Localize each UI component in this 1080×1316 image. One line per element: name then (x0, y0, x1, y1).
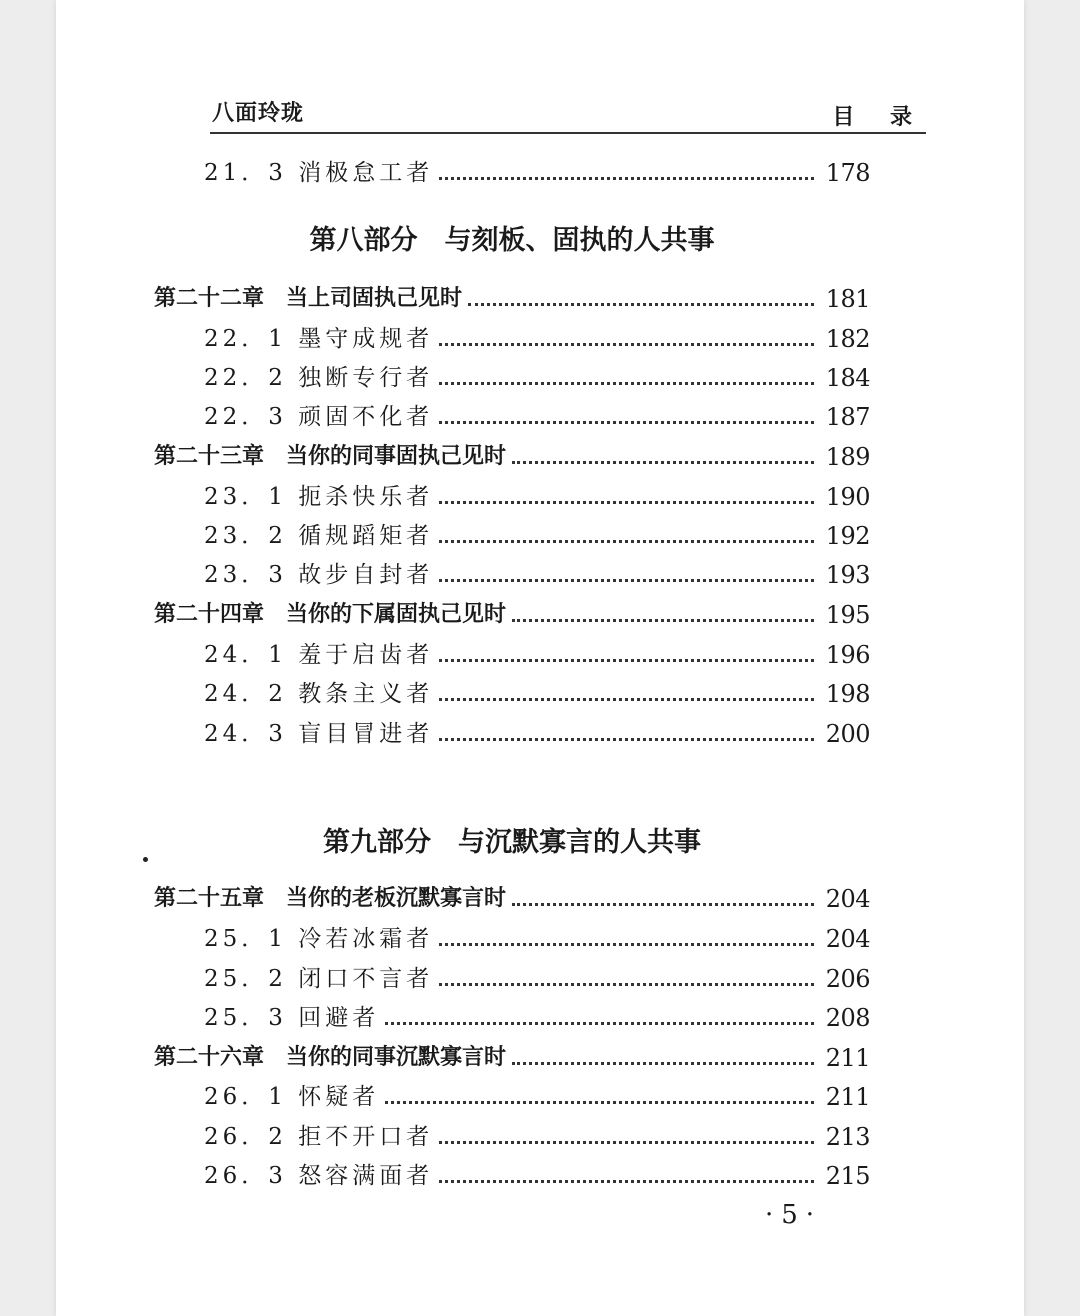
toc-entry-label: 23．3 故步自封者 (204, 562, 434, 588)
toc-entry-label: 22．1 墨守成规者 (204, 326, 434, 352)
section-label: 目 录 (832, 105, 926, 130)
leader-dots (512, 617, 814, 622)
toc-entry-label: 第二十四章 当你的下属固执己见时 (154, 602, 507, 627)
toc-entry-page: 211 (825, 1083, 870, 1111)
toc-entry-label: 第二十五章 当你的老板沉默寡言时 (154, 886, 507, 911)
toc-entry-page: 195 (825, 601, 870, 629)
toc-entry-page: 181 (825, 285, 870, 313)
toc-entry-label: 26．2 拒不开口者 (204, 1124, 434, 1150)
toc-section-23-1[interactable] (154, 480, 870, 514)
leader-dots (439, 1178, 813, 1183)
toc-section-24-3[interactable] (154, 717, 870, 751)
toc-entry-page: 198 (825, 680, 870, 708)
toc-chapter-25[interactable] (154, 882, 870, 916)
toc-section-21-3[interactable] (154, 156, 870, 190)
toc-entry-page: 192 (825, 522, 870, 550)
toc-entry-page: 208 (825, 1004, 870, 1032)
toc-entry-label: 25．2 闭口不言者 (204, 966, 434, 992)
toc-entry-label: 25．3 回避者 (204, 1005, 380, 1031)
book-title: 八面玲珑 (212, 101, 305, 126)
leader-dots (439, 419, 813, 424)
toc-entry-page: 193 (825, 561, 870, 589)
leader-dots (512, 459, 814, 464)
toc-section-24-2[interactable] (154, 677, 870, 711)
toc-entry-page: 189 (825, 443, 870, 471)
toc-entry-label: 25．1 冷若冰霜者 (204, 926, 434, 952)
toc-entry-label: 23．1 扼杀快乐者 (204, 484, 434, 510)
toc-section-25-3[interactable] (154, 1001, 870, 1035)
toc-entry-page: 187 (825, 403, 870, 431)
leader-dots (468, 301, 814, 306)
toc-entry-page: 184 (825, 364, 870, 392)
toc-entry-page: 200 (825, 720, 870, 748)
toc-section-24-1[interactable] (154, 638, 870, 672)
toc-section-22-3[interactable] (154, 400, 870, 434)
toc-section-26-2[interactable] (154, 1120, 870, 1154)
leader-dots (512, 901, 814, 906)
toc-chapter-26[interactable] (154, 1041, 870, 1075)
print-speck (143, 857, 148, 862)
leader-dots (385, 1099, 813, 1104)
running-header (210, 92, 926, 134)
toc-section-23-3[interactable] (154, 558, 870, 592)
toc-entry-page: 182 (825, 325, 870, 353)
toc-entry-page: 211 (825, 1044, 870, 1072)
toc-chapter-22[interactable] (154, 282, 870, 316)
part-9-heading: 第九部分 与沉默寡言的人共事 (323, 827, 701, 858)
toc-section-25-2[interactable] (154, 962, 870, 996)
leader-dots (439, 736, 813, 741)
toc-entry-page: 190 (825, 483, 870, 511)
toc-entry-page: 215 (825, 1162, 870, 1190)
leader-dots (439, 1139, 813, 1144)
toc-entry-label: 22．2 独断专行者 (204, 365, 434, 391)
leader-dots (385, 1020, 813, 1025)
leader-dots (439, 341, 813, 346)
leader-dots (439, 577, 813, 582)
toc-entry-label: 第二十六章 当你的同事沉默寡言时 (154, 1045, 507, 1070)
toc-entry-label: 26．3 怒容满面者 (204, 1163, 434, 1189)
toc-section-26-3[interactable] (154, 1159, 870, 1193)
toc-entry-label: 26．1 怀疑者 (204, 1084, 380, 1110)
toc-entry-label: 第二十三章 当你的同事固执己见时 (154, 444, 507, 469)
toc-entry-page: 196 (825, 641, 870, 669)
toc-entry-label: 24．2 教条主义者 (204, 681, 434, 707)
toc-entry-label: 24．1 羞于启齿者 (204, 642, 434, 668)
page-number: ·5· (765, 1200, 823, 1230)
leader-dots (439, 696, 813, 701)
toc-entry-page: 204 (825, 885, 870, 913)
toc-entry-page: 178 (825, 159, 870, 187)
leader-dots (439, 981, 813, 986)
part-8-heading: 第八部分 与刻板、固执的人共事 (309, 225, 715, 256)
toc-entry-label: 第二十二章 当上司固执己见时 (154, 286, 463, 311)
toc-entry-label: 24．3 盲目冒进者 (204, 721, 434, 747)
leader-dots (439, 941, 813, 946)
leader-dots (439, 175, 813, 180)
toc-section-23-2[interactable] (154, 519, 870, 553)
toc-entry-page: 206 (825, 965, 870, 993)
toc-entry-label: 22．3 顽固不化者 (204, 404, 434, 430)
toc-section-22-1[interactable] (154, 322, 870, 356)
toc-section-26-1[interactable] (154, 1080, 870, 1114)
leader-dots (439, 380, 813, 385)
toc-section-22-2[interactable] (154, 361, 870, 395)
toc-chapter-23[interactable] (154, 440, 870, 474)
toc-chapter-24[interactable] (154, 598, 870, 632)
leader-dots (439, 538, 813, 543)
toc-entry-page: 204 (825, 925, 870, 953)
toc-entry-page: 213 (825, 1123, 870, 1151)
leader-dots (512, 1060, 814, 1065)
leader-dots (439, 657, 813, 662)
toc-entry-label: 23．2 循规蹈矩者 (204, 523, 434, 549)
toc-section-25-1[interactable] (154, 922, 870, 956)
leader-dots (439, 499, 813, 504)
toc-entry-label: 21．3 消极怠工者 (204, 160, 434, 186)
